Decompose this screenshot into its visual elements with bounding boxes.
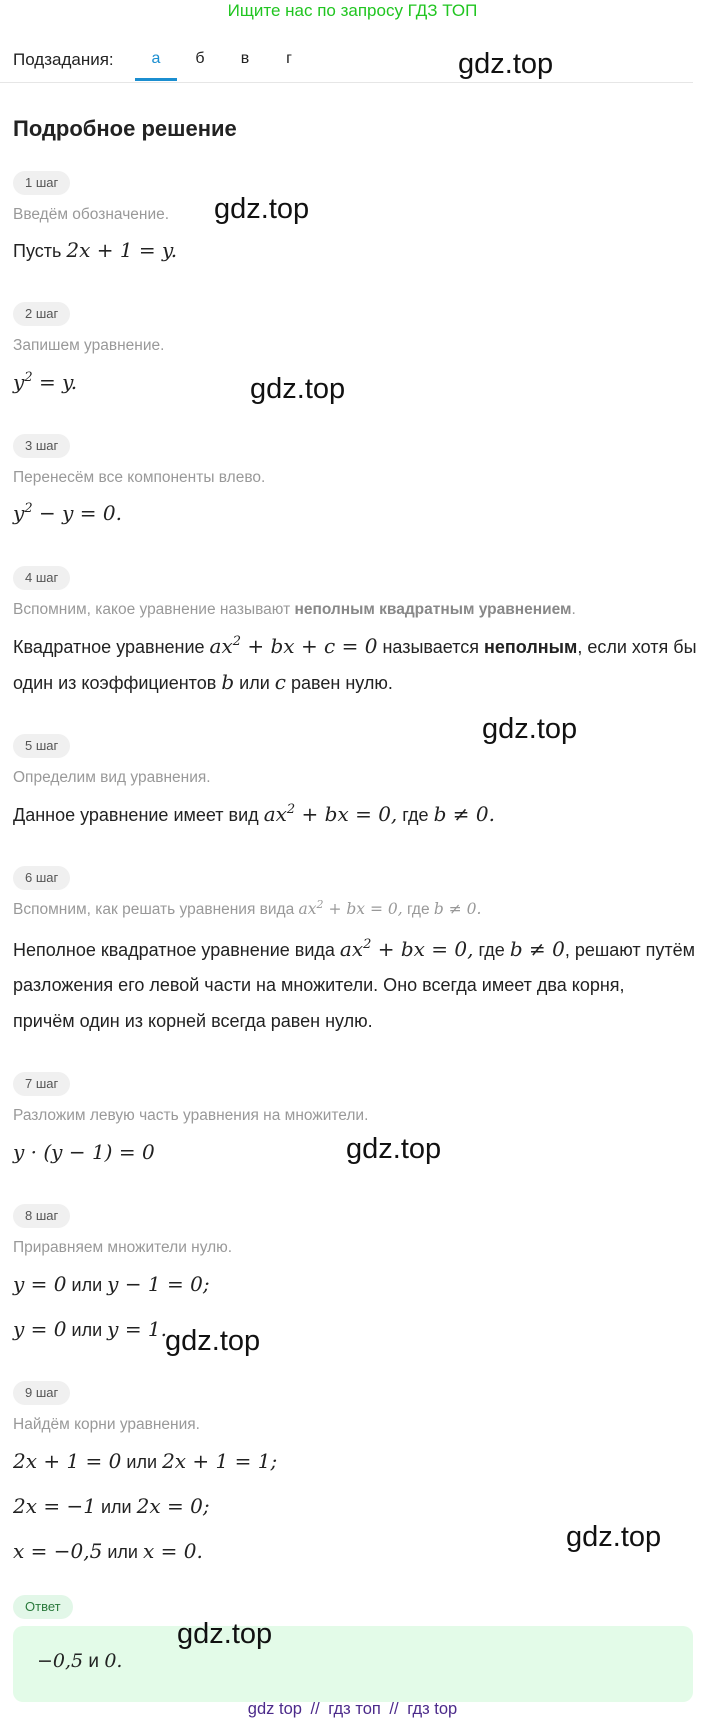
step-3-badge: 3 шаг <box>13 434 70 458</box>
step-6-text-3: причём один из корней всегда равен нулю. <box>13 1011 373 1031</box>
step-4-text-1: Квадратное уравнение $ax^2$ + bx + c = 0 называется неполным, если хотя бы <box>13 634 697 658</box>
step-1-badge: 1 шаг <box>13 171 70 195</box>
step-4-hint: Вспомним, какое уравнение называют неполным квадратным уравнением. <box>13 601 576 618</box>
answer-badge: Ответ <box>13 1595 73 1619</box>
page-title: Подробное решение <box>13 116 237 141</box>
watermark: gdz.top <box>177 1618 273 1650</box>
step-8-badge: 8 шаг <box>13 1204 70 1228</box>
step-2-hint: Запишем уравнение. <box>13 337 165 354</box>
footer-separator: // <box>389 1700 399 1718</box>
step-3-hint: Перенесём все компоненты влево. <box>13 469 266 486</box>
step-9-text-1: 2x + 1 = 0 или 2x + 1 = 1; <box>13 1449 278 1473</box>
step-8-text-1: y = 0 или y − 1 = 0; <box>13 1272 210 1296</box>
step-8-hint: Приравняем множители нулю. <box>13 1239 233 1256</box>
step-2-badge: 2 шаг <box>13 302 70 326</box>
step-7-hint: Разложим левую часть уравнения на множители. <box>13 1107 369 1124</box>
step-9-badge: 9 шаг <box>13 1381 70 1405</box>
watermark: gdz.top <box>566 1521 662 1553</box>
tab-v[interactable]: в <box>240 50 250 67</box>
step-5-text: Данное уравнение имеет вид $ax^2$ + bx = 0, где b ≠ 0. <box>13 802 495 826</box>
step-7-badge: 7 шаг <box>13 1072 70 1096</box>
step-6-text-1: Неполное квадратное уравнение вида $ax^2$ + bx = 0, где b ≠ 0, решают путём <box>13 937 696 961</box>
watermark: gdz.top <box>214 193 310 225</box>
active-tab-indicator <box>135 78 177 81</box>
tab-g[interactable]: г <box>286 50 292 67</box>
step-4-text-2: один из коэффициентов b или c равен нулю. <box>13 670 393 694</box>
answer-box <box>13 1626 693 1702</box>
watermark: gdz.top <box>250 373 346 405</box>
step-9-text-3: x = −0,5 или x = 0. <box>13 1539 203 1563</box>
footer-links <box>0 1700 705 1719</box>
footer-separator: // <box>310 1700 320 1718</box>
step-9-hint: Найдём корни уравнения. <box>13 1416 200 1433</box>
watermark: gdz.top <box>346 1133 442 1165</box>
watermark: gdz.top <box>482 713 578 745</box>
step-9-text-2: 2x = −1 или 2x = 0; <box>13 1494 210 1518</box>
step-7-text: y · (y − 1) = 0 <box>13 1140 155 1164</box>
step-4-badge: 4 шаг <box>13 566 70 590</box>
step-1-text: Пусть 2x + 1 = y. <box>13 238 178 262</box>
step-5-badge: 5 шаг <box>13 734 70 758</box>
footer-link[interactable]: gdz top <box>247 1700 302 1718</box>
watermark: gdz.top <box>458 48 554 80</box>
subtasks-label: Подзадания: <box>13 50 114 69</box>
footer-link[interactable]: гдз топ <box>328 1700 381 1718</box>
tab-a[interactable]: а <box>151 50 161 67</box>
search-banner: Ищите нас по запросу ГДЗ ТОП <box>227 1 478 20</box>
watermark: gdz.top <box>165 1325 261 1357</box>
step-1-hint: Введём обозначение. <box>13 206 170 223</box>
step-6-text-2: разложения его левой части на множители. Оно всегда имеет два корня, <box>13 975 625 995</box>
step-8-text-2: y = 0 или y = 1. <box>13 1317 168 1341</box>
step-5-hint: Определим вид уравнения. <box>13 769 211 786</box>
subtasks-bar <box>0 44 693 83</box>
step-6-badge: 6 шаг <box>13 866 70 890</box>
step-3-text: $y^2 - y = 0$. <box>13 501 122 525</box>
step-6-hint: Вспомним, как решать уравнения вида $ax^2$ + bx = 0, где b ≠ 0. <box>13 898 482 918</box>
step-2-text: $y^2 = y$. <box>13 370 78 394</box>
answer-text: −0,5 и 0. <box>37 1650 123 1672</box>
tab-b[interactable]: б <box>195 50 205 67</box>
footer-link[interactable]: гдз top <box>407 1700 458 1718</box>
